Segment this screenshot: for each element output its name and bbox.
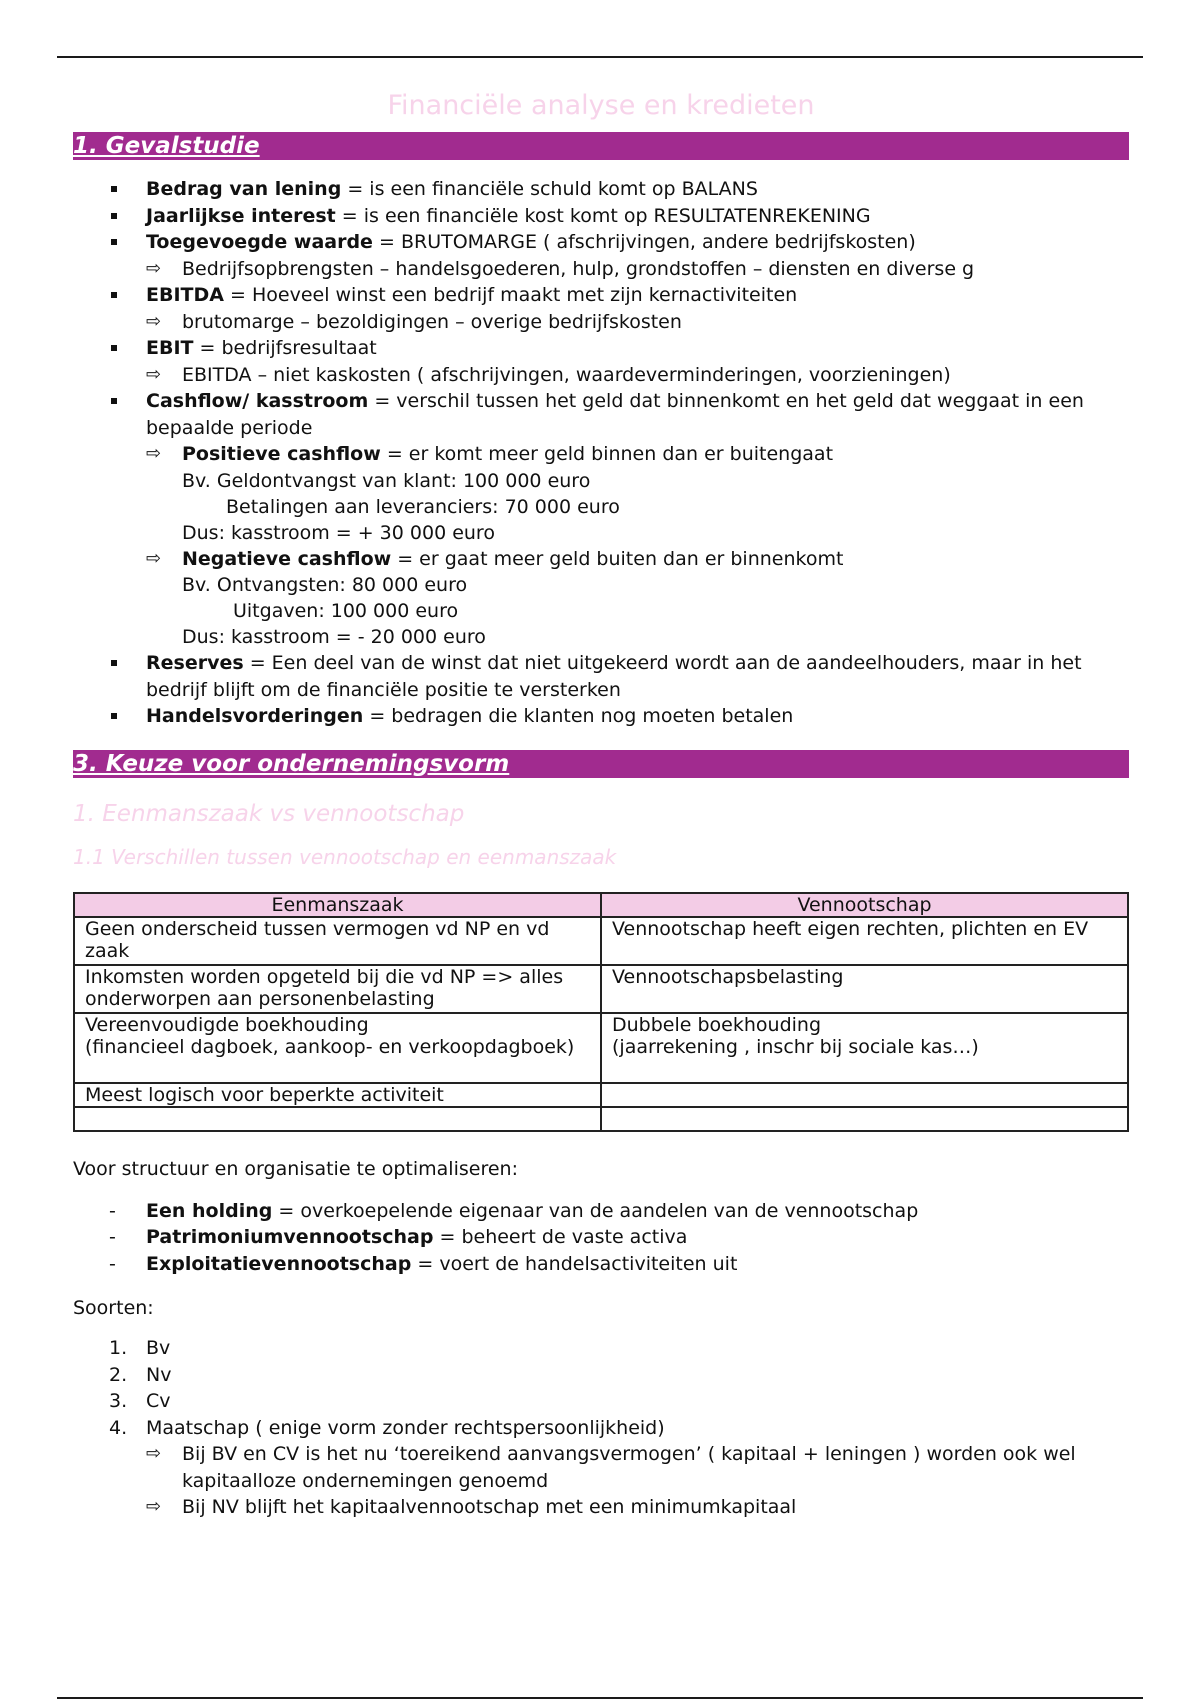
example-line: Uitgaven: 100 000 euro: [233, 600, 459, 622]
arrow-item: ⇨ Bij NV blijft het kapitaalvennootschap met een minimumkapitaal: [73, 1494, 1129, 1521]
table-cell: [601, 1107, 1128, 1131]
gevalstudie-list-2: [73, 282, 1129, 309]
table-cell: Vennootschapsbelasting: [601, 965, 1128, 1013]
dash-bullet-icon: -: [109, 1226, 116, 1248]
arrow-item: ⇨ Bij BV en CV is het nu ‘toereikend aanvangsvermogen’ ( kapitaal + leningen ) worden ook wel kapitaalloze ondernemingen genoemd: [146, 1443, 1076, 1492]
arrow-item: ⇨ Negatieve cashflow = er gaat meer geld buiten dan er binnenkomt: [73, 546, 1129, 573]
list-item: Reserves = Een deel van de winst dat niet uitgekeerd wordt aan de aandeelhouders, maar in het bedrijf blijft om de financiële positie te versterken: [73, 650, 1129, 703]
arrow-right-icon: ⇨: [146, 310, 162, 332]
subheading-1-1: 1.1 Verschillen tussen vennootschap en eenmanszaak: [73, 844, 617, 869]
table-cell: Inkomsten worden opgeteld bij die vd NP => alles onderworpen aan personenbelasting: [74, 965, 601, 1013]
square-bullet-icon: [111, 213, 117, 219]
soorten-list: [73, 1335, 1129, 1441]
list-item: 1. Bv: [109, 1337, 171, 1359]
gevalstudie-list-5: [73, 650, 1129, 730]
example-line: Betalingen aan leveranciers: 70 000 euro: [226, 495, 620, 518]
table-header-row: [74, 893, 1128, 917]
section-3-heading: 3. Keuze voor ondernemingsvorm: [73, 750, 1129, 778]
square-bullet-icon: [111, 660, 117, 666]
table-cell: Meest logisch voor beperkte activiteit: [74, 1083, 601, 1107]
table-cell: Geen onderscheid tussen vermogen vd NP en vd zaak: [74, 917, 601, 965]
arrow-right-icon: ⇨: [146, 1496, 162, 1517]
subheading-1: 1. Eenmanszaak vs vennootschap: [73, 800, 465, 827]
list-item: Toegevoegde waarde = BRUTOMARGE ( afschrijvingen, andere bedrijfskosten): [73, 229, 1129, 256]
section-1-heading: 1. Gevalstudie: [73, 132, 1129, 160]
square-bullet-icon: [111, 345, 117, 351]
arrow-right-icon: ⇨: [146, 547, 162, 569]
table-cell: Dubbele boekhouding (jaarrekening , inschr bij sociale kas…): [601, 1013, 1128, 1083]
arrow-item: ⇨ Positieve cashflow = er komt meer geld binnen dan er buitengaat: [73, 441, 1129, 468]
square-bullet-icon: [111, 186, 117, 192]
table-row: [74, 1013, 1128, 1083]
document-body: [73, 88, 1129, 1521]
arrow-right-icon: ⇨: [146, 1443, 162, 1464]
gevalstudie-list: [73, 176, 1129, 256]
dash-bullet-icon: -: [109, 1199, 116, 1222]
example-line: Dus: kasstroom = + 30 000 euro: [182, 521, 495, 544]
column-header-vennootschap: Vennootschap: [601, 893, 1128, 917]
square-bullet-icon: [111, 292, 117, 298]
list-item: - Exploitatievennootschap = voert de handelsactiviteiten uit: [73, 1251, 1129, 1278]
table-row: [74, 1083, 1128, 1107]
dash-bullet-icon: -: [109, 1252, 116, 1275]
list-item: - Een holding = overkoepelende eigenaar van de aandelen van de vennootschap: [73, 1198, 1129, 1225]
gevalstudie-list-3: [73, 335, 1129, 362]
arrow-right-icon: ⇨: [146, 363, 162, 385]
table-cell: [601, 1083, 1128, 1107]
example-line: Dus: kasstroom = - 20 000 euro: [182, 626, 486, 648]
bottom-rule: [57, 1697, 1143, 1699]
structuur-list: [73, 1198, 1129, 1278]
comparison-table: [73, 892, 1129, 1132]
list-item: 4. Maatschap ( enige vorm zonder rechtspersoonlijkheid): [109, 1416, 665, 1439]
table-cell: Vereenvoudigde boekhouding (financieel dagboek, aankoop- en verkoopdagboek): [74, 1013, 601, 1083]
list-item: - Patrimoniumvennootschap = beheert de vaste activa: [73, 1224, 1129, 1251]
gevalstudie-list-4: [73, 388, 1129, 441]
example-line: Bv. Geldontvangst van klant: 100 000 euro: [182, 469, 591, 492]
table-cell: [74, 1107, 601, 1131]
soorten-intro: Soorten:: [73, 1297, 154, 1319]
table-row: [74, 1107, 1128, 1131]
table-row: [74, 917, 1128, 965]
arrow-item: ⇨ Bedrijfsopbrengsten – handelsgoederen, hulp, grondstoffen – diensten en diverse g: [73, 256, 1129, 283]
square-bullet-icon: [111, 713, 117, 719]
table-row: [74, 965, 1128, 1013]
list-item: Handelsvorderingen = bedragen die klanten nog moeten betalen: [73, 703, 1129, 730]
example-line: Bv. Ontvangsten: 80 000 euro: [182, 574, 468, 596]
column-header-eenmanszaak: Eenmanszaak: [74, 893, 601, 917]
list-item: 3. Cv: [109, 1390, 171, 1412]
square-bullet-icon: [111, 398, 117, 404]
top-rule: [57, 56, 1143, 58]
list-item: 2. Nv: [109, 1363, 172, 1386]
list-item: EBIT = bedrijfsresultaat: [73, 335, 1129, 362]
arrow-item: ⇨ brutomarge – bezoldigingen – overige bedrijfskosten: [73, 309, 1129, 336]
arrow-item: ⇨ EBITDA – niet kaskosten ( afschrijvingen, waardeverminderingen, voorzieningen): [73, 362, 1129, 389]
document-title: Financiële analyse en kredieten: [387, 90, 815, 121]
arrow-right-icon: ⇨: [146, 443, 162, 464]
square-bullet-icon: [111, 239, 117, 245]
table-cell: Vennootschap heeft eigen rechten, plichten en EV: [601, 917, 1128, 965]
arrow-right-icon: ⇨: [146, 257, 162, 279]
list-item: EBITDA = Hoeveel winst een bedrijf maakt met zijn kernactiviteiten: [73, 282, 1129, 309]
list-item: Cashflow/ kasstroom = verschil tussen het geld dat binnenkomt en het geld dat weggaat in een bepaalde periode: [73, 388, 1129, 441]
list-item: Jaarlijkse interest = is een financiële kost komt op RESULTATENREKENING: [73, 203, 1129, 230]
list-item: Bedrag van lening = is een financiële schuld komt op BALANS: [73, 176, 1129, 203]
structuur-intro: Voor structuur en organisatie te optimaliseren:: [73, 1157, 518, 1180]
